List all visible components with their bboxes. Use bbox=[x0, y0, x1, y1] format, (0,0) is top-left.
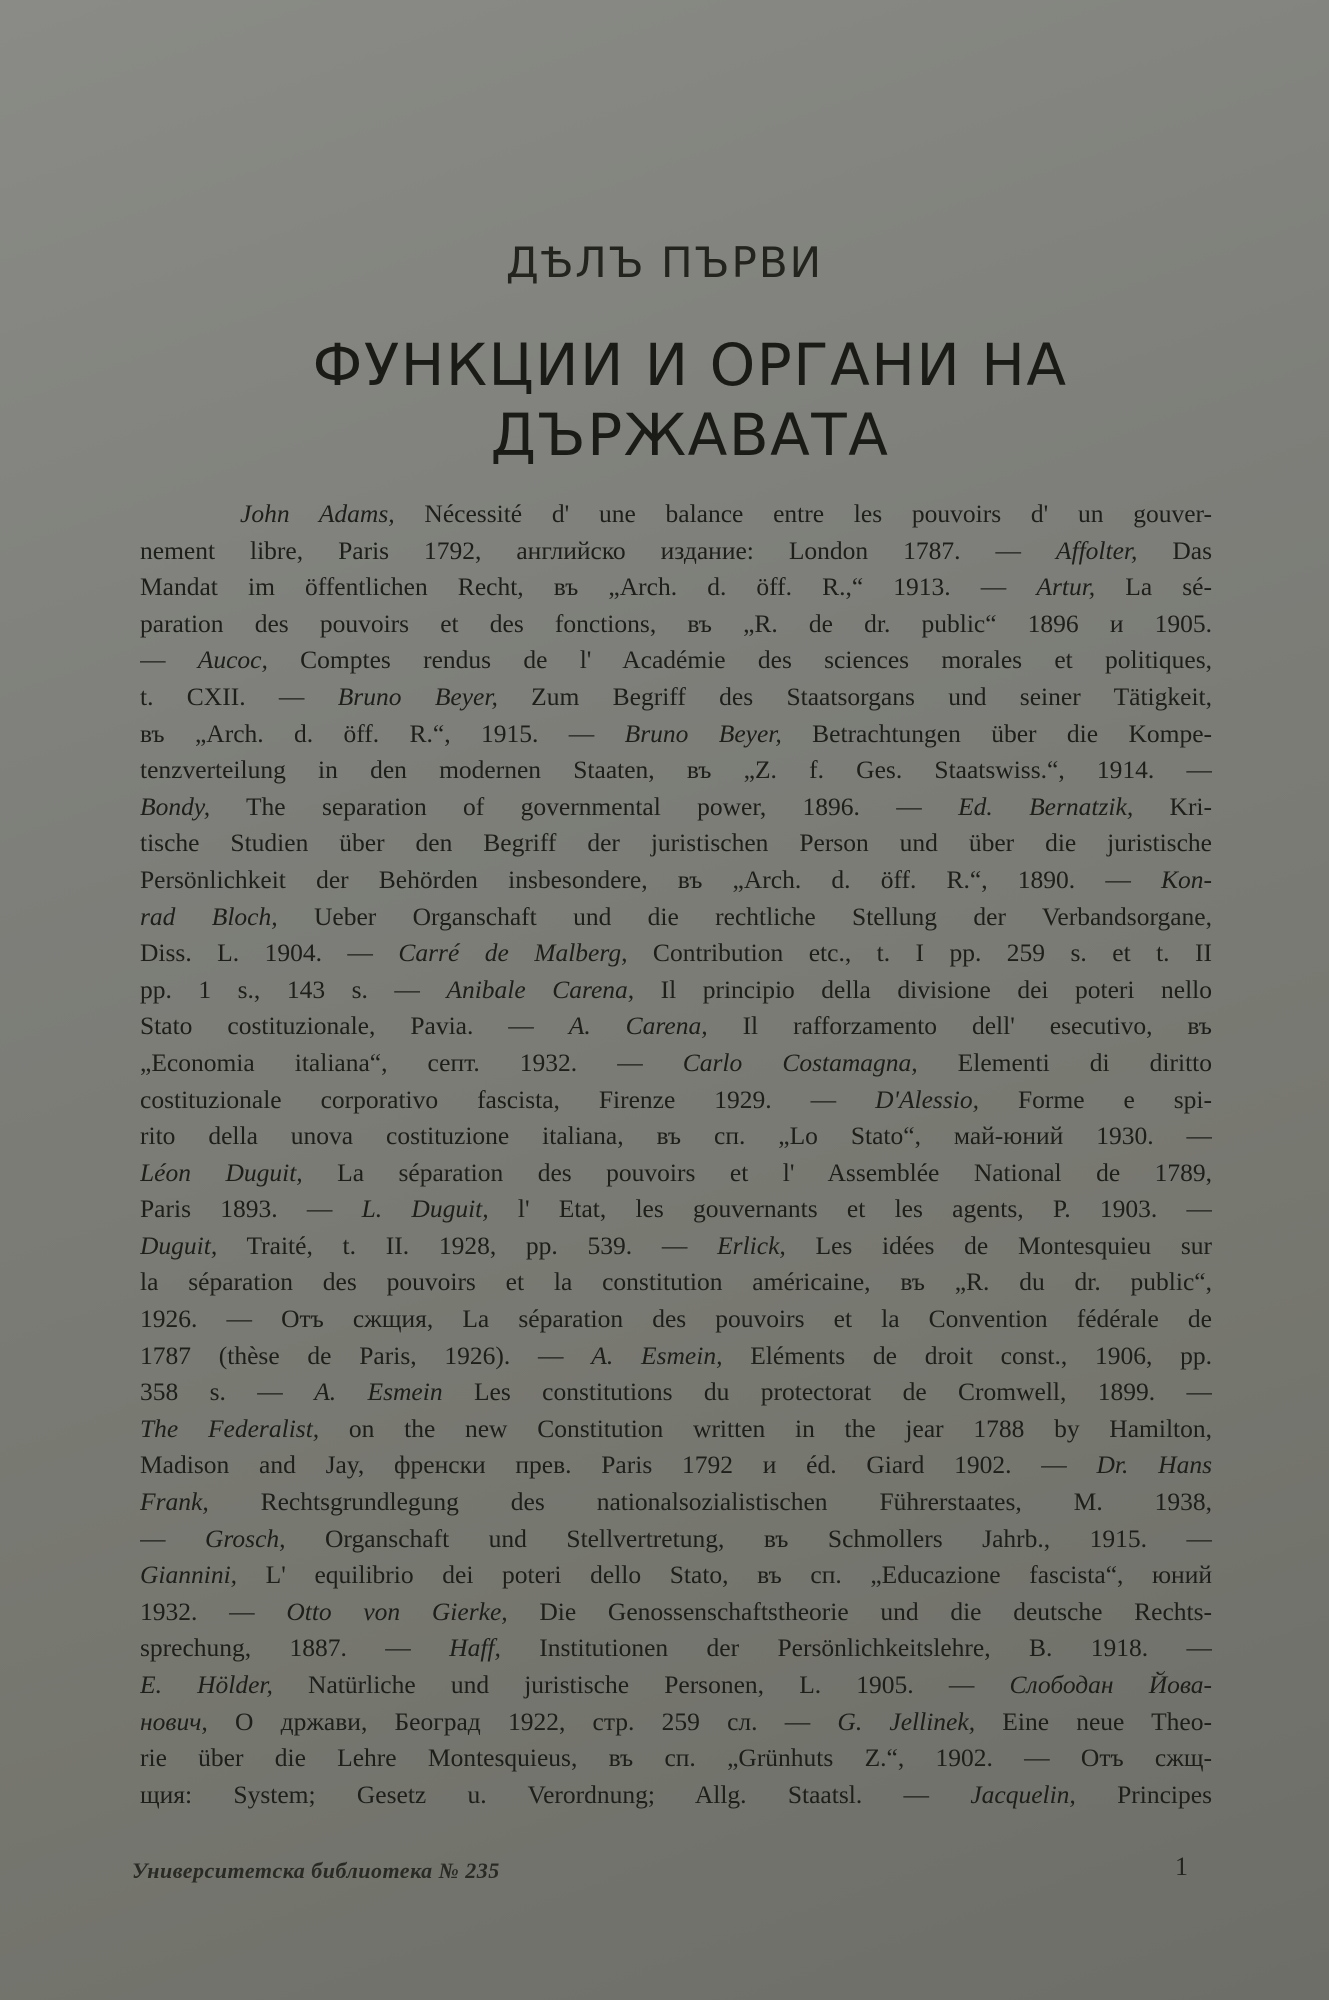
citation-text: tenzverteilung in den modernen Staaten, въ „Z. f. Ges. Staatswiss.“, 1914. — bbox=[140, 755, 1212, 785]
author-name: A. Carena, bbox=[568, 1011, 708, 1041]
citation-text: l' Etat, les gouvernants et les agents, P. 1903. — bbox=[488, 1194, 1212, 1224]
citation-text: Institutionen der Persönlichkeitslehre, B. 1918. — bbox=[500, 1633, 1212, 1663]
citation-text: pp. 1 s., 143 s. — bbox=[140, 974, 447, 1004]
author-name: Bruno Beyer, bbox=[337, 681, 498, 711]
citation-text: — bbox=[140, 645, 198, 675]
author-name: A. Esmein, bbox=[591, 1340, 723, 1370]
bibliography-line bbox=[140, 1008, 1212, 1045]
bibliography-line bbox=[140, 1630, 1212, 1667]
author-name: A. Esmein bbox=[314, 1377, 443, 1407]
bibliography-line bbox=[140, 752, 1212, 789]
chapter-title-line-1: ФУНКЦИИ И ОРГАНИ НА bbox=[312, 331, 1068, 399]
citation-text: 1926. — Отъ сжщия, La séparation des pouvoirs et la Convention fédérale de bbox=[140, 1304, 1212, 1334]
citation-text: Persönlichkeit der Behörden insbesondere, въ „Arch. d. öff. R.“, 1890. — bbox=[140, 864, 1161, 894]
bibliography-line bbox=[140, 972, 1212, 1009]
citation-text: Eléments de droit const., 1906, pp. bbox=[722, 1340, 1212, 1370]
author-name: Kon- bbox=[1161, 864, 1212, 894]
citation-text: The separation of governmental power, 1896. — bbox=[210, 791, 959, 821]
author-name: Giannini, bbox=[140, 1560, 238, 1590]
bibliography-line bbox=[140, 569, 1212, 606]
citation-text: costituzionale corporativo fascista, Firenze 1929. — bbox=[140, 1084, 876, 1114]
author-name: нович, bbox=[140, 1706, 208, 1736]
citation-text: въ „Arch. d. öff. R.“, 1915. — bbox=[140, 718, 625, 748]
author-name: Otto von Gierke, bbox=[286, 1596, 508, 1626]
citation-text: sprechung, 1887. — bbox=[140, 1633, 450, 1663]
bibliography-line bbox=[140, 1118, 1212, 1155]
citation-text: Elementi di diritto bbox=[917, 1047, 1212, 1077]
citation-text: Die Genossenschaftstheorie und die deutsche Rechts- bbox=[507, 1596, 1212, 1626]
bibliography-line bbox=[140, 1338, 1212, 1375]
bibliography-paragraph bbox=[140, 496, 1212, 1813]
citation-text: Il rafforzamento dell' esecutivo, въ bbox=[707, 1011, 1212, 1041]
author-name: Слободан Йова- bbox=[1009, 1670, 1212, 1699]
citation-text: 358 s. — bbox=[140, 1377, 315, 1407]
citation-text: Stato costituzionale, Pavia. — bbox=[140, 1011, 569, 1041]
page-number: 1 bbox=[1175, 1852, 1188, 1881]
citation-text: „Economia italiana“, септ. 1932. — bbox=[140, 1047, 683, 1077]
bibliography-line bbox=[140, 533, 1212, 570]
citation-text: Eine neue Theo- bbox=[975, 1706, 1212, 1736]
citation-text: Natürliche und juristische Personen, L. 1905. — bbox=[272, 1670, 1010, 1699]
author-name: The Federalist, bbox=[140, 1413, 320, 1443]
chapter-title bbox=[240, 330, 1140, 470]
bibliography-line bbox=[140, 1484, 1212, 1521]
citation-text: Traité, t. II. 1928, pp. 539. — bbox=[217, 1230, 718, 1260]
author-name: D'Alessio, bbox=[875, 1084, 979, 1114]
author-name: Dr. Hans bbox=[1096, 1450, 1212, 1480]
citation-text: Les constitutions du protectorat de Cromwell, 1899. — bbox=[442, 1377, 1212, 1407]
author-name: Léon Duguit, bbox=[140, 1157, 303, 1187]
bibliography-line bbox=[140, 1740, 1212, 1777]
bibliography-line bbox=[140, 1557, 1212, 1594]
bibliography-line bbox=[140, 862, 1212, 899]
author-name: Bondy, bbox=[140, 791, 211, 821]
bibliography-line bbox=[140, 1447, 1212, 1484]
citation-text: Nécessité d' une balance entre les pouvoirs d' un gouver- bbox=[394, 499, 1212, 528]
citation-text: Diss. L. 1904. — bbox=[140, 938, 399, 968]
citation-text: — bbox=[140, 1523, 205, 1553]
bibliography-line bbox=[140, 496, 1212, 533]
part-label: ДѢЛЪ ПЪРВИ bbox=[505, 238, 824, 287]
author-name: Bruno Beyer, bbox=[624, 718, 782, 748]
citation-text: Comptes rendus de l' Académie des sciences morales et politiques, bbox=[267, 645, 1212, 675]
citation-text: rito della unova costituzione italiana, въ сп. „Lo Stato“, май-юний 1930. — bbox=[140, 1121, 1212, 1151]
citation-text: rie über die Lehre Montesquieus, въ сп. „Grünhuts Z.“, 1902. — Отъ сжщ- bbox=[140, 1743, 1212, 1773]
author-name: rad Bloch, bbox=[140, 901, 278, 931]
citation-text: Kri- bbox=[1133, 791, 1212, 821]
author-name: Frank, bbox=[140, 1487, 209, 1517]
citation-text: Ueber Organschaft und die rechtliche Stellung der Verbandsorgane, bbox=[277, 901, 1212, 931]
citation-text: О држави, Београд 1922, стр. 259 сл. — bbox=[207, 1706, 838, 1736]
author-name: Erlick, bbox=[717, 1230, 786, 1260]
citation-text: L' equilibrio dei poteri dello Stato, въ сп. „Educazione fascista“, юний bbox=[237, 1560, 1212, 1590]
citation-text: la séparation des pouvoirs et la constitution américaine, въ „R. du dr. public“, bbox=[140, 1267, 1212, 1297]
author-name: Affolter, bbox=[1055, 535, 1138, 565]
author-name: Duguit, bbox=[140, 1230, 218, 1260]
bibliography-line bbox=[140, 1374, 1212, 1411]
citation-text: nement libre, Paris 1792, английско издание: London 1787. — bbox=[140, 535, 1056, 565]
chapter-title-line-2: ДЪРЖАВАТА bbox=[490, 401, 890, 469]
bibliography-line bbox=[140, 679, 1212, 716]
bibliography-line bbox=[140, 1667, 1212, 1704]
citation-text: Madison and Jay, френски прев. Paris 1792 и éd. Giard 1902. — bbox=[140, 1450, 1097, 1480]
bibliography-line bbox=[140, 1704, 1212, 1741]
bibliography-line bbox=[140, 606, 1212, 643]
citation-text: Zum Begriff des Staatsorgans und seiner Tätigkeit, bbox=[497, 681, 1212, 711]
citation-text: Forme e spi- bbox=[978, 1084, 1212, 1114]
author-name: Aucoc, bbox=[197, 645, 268, 675]
author-name: Carlo Costamagna, bbox=[682, 1047, 918, 1077]
citation-text: La séparation des pouvoirs et l' Assemblée National de 1789, bbox=[302, 1157, 1212, 1187]
bibliography-line bbox=[140, 1045, 1212, 1082]
citation-text: Mandat im öffentlichen Recht, въ „Arch. d. öff. R.,“ 1913. — bbox=[140, 572, 1037, 602]
author-name: Carré de Malberg, bbox=[398, 938, 628, 968]
bibliography-line bbox=[140, 1411, 1212, 1448]
bibliography-line bbox=[140, 1191, 1212, 1228]
series-footer: Университетска библиотека № 235 bbox=[132, 1858, 500, 1883]
citation-text: Betrachtungen über die Kompe- bbox=[781, 718, 1212, 748]
author-name: L. Duguit, bbox=[361, 1194, 489, 1224]
citation-text: щия: System; Gesetz u. Verordnung; Allg. Staatsl. — bbox=[140, 1779, 971, 1809]
author-name: Haff, bbox=[449, 1633, 501, 1663]
citation-text: Das bbox=[1137, 535, 1212, 565]
author-name: G. Jellinek, bbox=[837, 1706, 976, 1736]
citation-text: Principes bbox=[1075, 1779, 1212, 1809]
author-name: Artur, bbox=[1036, 572, 1096, 602]
citation-text: Organschaft und Stellvertretung, въ Schmollers Jahrb., 1915. — bbox=[285, 1523, 1212, 1553]
author-name: Jacquelin, bbox=[970, 1779, 1076, 1809]
bibliography-line bbox=[140, 935, 1212, 972]
bibliography-line bbox=[140, 1155, 1212, 1192]
bibliography-line bbox=[140, 1228, 1212, 1265]
bibliography-line bbox=[140, 825, 1212, 862]
author-name: John Adams, bbox=[240, 499, 395, 528]
bibliography-line bbox=[140, 642, 1212, 679]
citation-text: on the new Constitution written in the jear 1788 by Hamilton, bbox=[319, 1413, 1212, 1443]
author-name: Grosch, bbox=[205, 1523, 286, 1553]
citation-text: Rechtsgrundlegung des nationalsozialistischen Führerstaates, M. 1938, bbox=[208, 1487, 1212, 1517]
citation-text: Il principio della divisione dei poteri nello bbox=[634, 974, 1212, 1004]
citation-text: 1787 (thèse de Paris, 1926). — bbox=[140, 1340, 592, 1370]
bibliography-line bbox=[140, 716, 1212, 753]
citation-text: Les idées de Montesquieu sur bbox=[785, 1230, 1212, 1260]
citation-text: tische Studien über den Begriff der juristischen Person und über die juristische bbox=[140, 828, 1212, 858]
bibliography-line bbox=[140, 1521, 1212, 1558]
citation-text: 1932. — bbox=[140, 1596, 287, 1626]
bibliography-line bbox=[140, 789, 1212, 826]
bibliography-line bbox=[140, 1082, 1212, 1119]
citation-text: Contribution etc., t. I pp. 259 s. et t. II bbox=[627, 938, 1212, 968]
citation-text: Paris 1893. — bbox=[140, 1194, 362, 1224]
bibliography-line bbox=[140, 1594, 1212, 1631]
citation-text: La sé- bbox=[1095, 572, 1212, 602]
citation-text: t. CXII. — bbox=[140, 681, 338, 711]
author-name: Anibale Carena, bbox=[446, 974, 635, 1004]
author-name: Ed. Bernatzik, bbox=[958, 791, 1134, 821]
bibliography-line bbox=[140, 1264, 1212, 1301]
author-name: E. Hölder, bbox=[140, 1670, 273, 1699]
citation-text: paration des pouvoirs et des fonctions, въ „R. de dr. public“ 1896 и 1905. bbox=[140, 608, 1212, 638]
bibliography-line bbox=[140, 899, 1212, 936]
bibliography-line bbox=[140, 1301, 1212, 1338]
bibliography-line bbox=[140, 1777, 1212, 1814]
